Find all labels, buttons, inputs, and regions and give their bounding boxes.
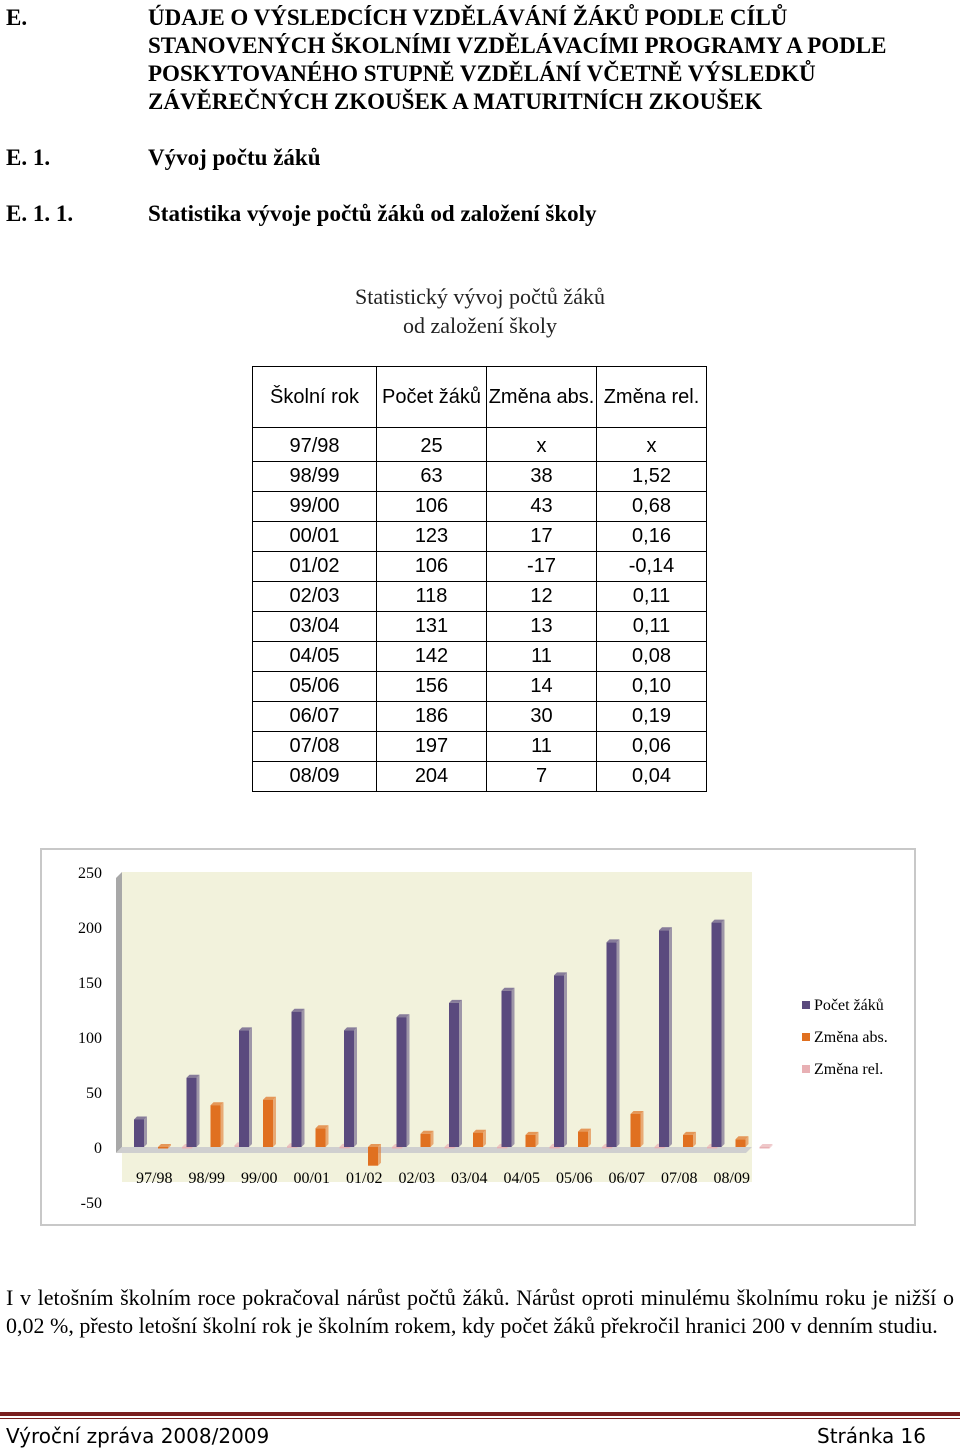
- x-tick-label: 04/05: [503, 1170, 540, 1187]
- legend-label: Změna abs.: [814, 1029, 888, 1046]
- bar-změna-rel.: [707, 1147, 717, 1149]
- y-tick-label: 0: [94, 1140, 102, 1157]
- cell-abs-change: 43: [487, 492, 597, 522]
- cell-abs-change: 11: [487, 732, 597, 762]
- bar-side: [197, 1075, 200, 1147]
- bar-počet-žáků: [502, 991, 512, 1147]
- bar-změna-abs.: [421, 1134, 431, 1147]
- bar-změna-abs.: [158, 1147, 168, 1149]
- bar-změna-rel.: [550, 1147, 560, 1149]
- bar-změna-abs.: [316, 1128, 326, 1147]
- cell-rel-change: 0,11: [597, 612, 707, 642]
- bar-side: [669, 927, 672, 1147]
- bar-side: [483, 1130, 486, 1147]
- bar-počet-žáků: [607, 942, 617, 1147]
- header-student-count: Počet žáků: [377, 367, 487, 428]
- header-school-year: Školní rok: [253, 367, 377, 428]
- bar-side: [302, 1009, 305, 1147]
- bar-změna-rel.: [602, 1147, 612, 1149]
- cell-rel-change: 0,08: [597, 642, 707, 672]
- student-statistics-table: [252, 366, 707, 792]
- x-tick-label: 99/00: [241, 1170, 278, 1187]
- y-tick-label: 50: [86, 1085, 102, 1102]
- cell-rel-change: 0,16: [597, 522, 707, 552]
- bar-side: [354, 1027, 357, 1147]
- bar-změna-abs.: [526, 1135, 536, 1147]
- cell-abs-change: 12: [487, 582, 597, 612]
- cell-rel-change: -0,14: [597, 552, 707, 582]
- cell-rel-change: 0,10: [597, 672, 707, 702]
- bar-změna-rel.: [445, 1147, 455, 1149]
- plot-side-wall: [116, 872, 122, 1153]
- bar-změna-abs.: [631, 1114, 641, 1147]
- cell-school-year: 02/03: [253, 582, 377, 612]
- legend-label: Změna rel.: [814, 1061, 884, 1078]
- bar-side: [378, 1144, 381, 1166]
- cell-student-count: 156: [377, 672, 487, 702]
- chart-frame: [40, 848, 916, 1226]
- cell-school-year: 01/02: [253, 552, 377, 582]
- footer-rule-thin: [0, 1418, 960, 1419]
- cell-abs-change: x: [487, 428, 597, 462]
- cell-rel-change: 0,19: [597, 702, 707, 732]
- cell-student-count: 25: [377, 428, 487, 462]
- bar-side: [249, 1027, 252, 1147]
- cell-abs-change: 13: [487, 612, 597, 642]
- bar-změna-abs.: [263, 1100, 273, 1147]
- cell-abs-change: 17: [487, 522, 597, 552]
- bar-změna-abs.: [736, 1139, 746, 1147]
- bar-změna-rel.: [392, 1147, 402, 1149]
- x-tick-label: 03/04: [451, 1170, 488, 1187]
- subsection-number: E. 1.: [6, 145, 51, 170]
- bar-změna-rel.: [340, 1147, 350, 1149]
- cell-rel-change: x: [597, 428, 707, 462]
- section-title: ÚDAJE O VÝSLEDCÍCH VZDĚLÁVÁNÍ ŽÁKŮ PODLE CÍLŮ STANOVENÝCH ŠKOLNÍMI VZDĚLÁVACÍMI PROGRAMY A PODLE POSKYTOVANÉHO STUPNĚ VZDĚLÁNÍ VČETNĚ VÝSLEDKŮ ZÁVĚREČNÝCH ZKOUŠEK A MATURITNÍCH ZKOUŠEK: [148, 5, 887, 114]
- x-tick-label: 01/02: [346, 1170, 383, 1187]
- cell-student-count: 142: [377, 642, 487, 672]
- bar-počet-žáků: [134, 1120, 144, 1148]
- bar-side: [641, 1111, 644, 1147]
- bar-změna-abs.: [578, 1132, 588, 1147]
- cell-student-count: 63: [377, 462, 487, 492]
- bar-změna-rel.: [497, 1147, 507, 1149]
- cell-rel-change: 1,52: [597, 462, 707, 492]
- bar-počet-žáků: [712, 923, 722, 1147]
- footer-page-number: Stránka 16: [817, 1424, 926, 1448]
- bar-side: [512, 988, 515, 1147]
- x-tick-label: 00/01: [293, 1170, 330, 1187]
- legend-swatch: [802, 1033, 810, 1041]
- table-title-line2: od založení školy: [403, 313, 557, 338]
- header-rel-change: Změna rel.: [597, 367, 707, 428]
- cell-rel-change: 0,04: [597, 762, 707, 792]
- bar-počet-žáků: [344, 1030, 354, 1147]
- legend-swatch: [802, 1001, 810, 1009]
- bar-změna-abs.: [683, 1135, 693, 1147]
- bar-side: [144, 1117, 147, 1148]
- table-body: [253, 428, 707, 792]
- table-title: [300, 282, 660, 340]
- header-abs-change: Změna abs.: [487, 367, 597, 428]
- bar-počet-žáků: [397, 1017, 407, 1147]
- table-row: [253, 522, 707, 552]
- subsubsection-title: Statistika vývoje počtů žáků od založení školy: [148, 201, 597, 226]
- cell-student-count: 186: [377, 702, 487, 732]
- bar-změna-rel.: [182, 1147, 192, 1149]
- x-tick-label: 98/99: [188, 1170, 225, 1187]
- cell-school-year: 04/05: [253, 642, 377, 672]
- cell-rel-change: 0,11: [597, 582, 707, 612]
- bar-počet-žáků: [292, 1012, 302, 1147]
- bar-side: [459, 1000, 462, 1147]
- bar-side: [564, 972, 567, 1147]
- cell-school-year: 07/08: [253, 732, 377, 762]
- y-tick-label: 100: [78, 1030, 102, 1047]
- table-row: [253, 462, 707, 492]
- cell-abs-change: 7: [487, 762, 597, 792]
- cell-school-year: 98/99: [253, 462, 377, 492]
- table-row: [253, 732, 707, 762]
- x-tick-label: 06/07: [608, 1170, 645, 1187]
- cell-school-year: 08/09: [253, 762, 377, 792]
- bar-side: [722, 920, 725, 1147]
- bar-side: [617, 939, 620, 1147]
- table-row: [253, 762, 707, 792]
- legend-swatch: [802, 1065, 810, 1073]
- student-count-chart: [42, 850, 914, 1224]
- cell-abs-change: 30: [487, 702, 597, 732]
- footer-report-title: Výroční zpráva 2008/2009: [6, 1424, 270, 1448]
- cell-student-count: 106: [377, 492, 487, 522]
- table-row: [253, 428, 707, 462]
- bar-počet-žáků: [239, 1030, 249, 1147]
- section-number: E.: [6, 5, 28, 30]
- bar-side: [221, 1102, 224, 1147]
- y-tick-label: 150: [78, 975, 102, 992]
- cell-rel-change: 0,68: [597, 492, 707, 522]
- x-tick-label: 05/06: [556, 1170, 593, 1187]
- bar-počet-žáků: [187, 1078, 197, 1147]
- bar-změna-abs.: [211, 1105, 221, 1147]
- cell-school-year: 97/98: [253, 428, 377, 462]
- bar-změna-rel.: [655, 1147, 665, 1149]
- bar-změna-abs.: [368, 1147, 378, 1166]
- cell-abs-change: -17: [487, 552, 597, 582]
- bar-změna-abs.: [473, 1133, 483, 1147]
- bar-side: [588, 1129, 591, 1147]
- table-row: [253, 582, 707, 612]
- y-tick-label: -50: [80, 1195, 102, 1212]
- cell-student-count: 131: [377, 612, 487, 642]
- y-tick-label: 200: [78, 920, 102, 937]
- cell-student-count: 106: [377, 552, 487, 582]
- bar-počet-žáků: [554, 975, 564, 1147]
- x-tick-label: 02/03: [398, 1170, 435, 1187]
- cell-school-year: 05/06: [253, 672, 377, 702]
- cell-abs-change: 14: [487, 672, 597, 702]
- table-row: [253, 552, 707, 582]
- table-header-row: [253, 367, 707, 428]
- subsection-title: Vývoj počtu žáků: [148, 145, 321, 170]
- bar-side: [407, 1014, 410, 1147]
- table-row: [253, 642, 707, 672]
- cell-abs-change: 11: [487, 642, 597, 672]
- table-row: [253, 612, 707, 642]
- legend-label: Počet žáků: [814, 997, 884, 1014]
- table-row: [253, 672, 707, 702]
- footer-rule: [0, 1412, 960, 1416]
- x-tick-label: 07/08: [661, 1170, 698, 1187]
- cell-school-year: 03/04: [253, 612, 377, 642]
- cell-student-count: 204: [377, 762, 487, 792]
- subsubsection-number: E. 1. 1.: [6, 201, 74, 226]
- table-title-line1: Statistický vývoj počtů žáků: [355, 284, 605, 309]
- bar-změna-rel.: [760, 1147, 770, 1149]
- table-row: [253, 702, 707, 732]
- x-tick-label: 08/09: [713, 1170, 750, 1187]
- cell-student-count: 123: [377, 522, 487, 552]
- y-tick-label: 250: [78, 865, 102, 882]
- bar-počet-žáků: [449, 1003, 459, 1147]
- bar-side: [326, 1125, 329, 1147]
- bar-side: [273, 1097, 276, 1147]
- cell-school-year: 99/00: [253, 492, 377, 522]
- cell-school-year: 00/01: [253, 522, 377, 552]
- cell-abs-change: 38: [487, 462, 597, 492]
- cell-school-year: 06/07: [253, 702, 377, 732]
- table-row: [253, 492, 707, 522]
- cell-student-count: 197: [377, 732, 487, 762]
- bar-počet-žáků: [659, 930, 669, 1147]
- x-tick-label: 97/98: [136, 1170, 173, 1187]
- cell-rel-change: 0,06: [597, 732, 707, 762]
- summary-paragraph: I v letošním školním roce pokračoval nárůst počtů žáků. Nárůst oproti minulému školnímu roku je nižší o 0,02 %, přesto letošní školní rok je školním rokem, kdy počet žáků překročil hranici 200 v denním studiu.: [6, 1285, 954, 1338]
- cell-student-count: 118: [377, 582, 487, 612]
